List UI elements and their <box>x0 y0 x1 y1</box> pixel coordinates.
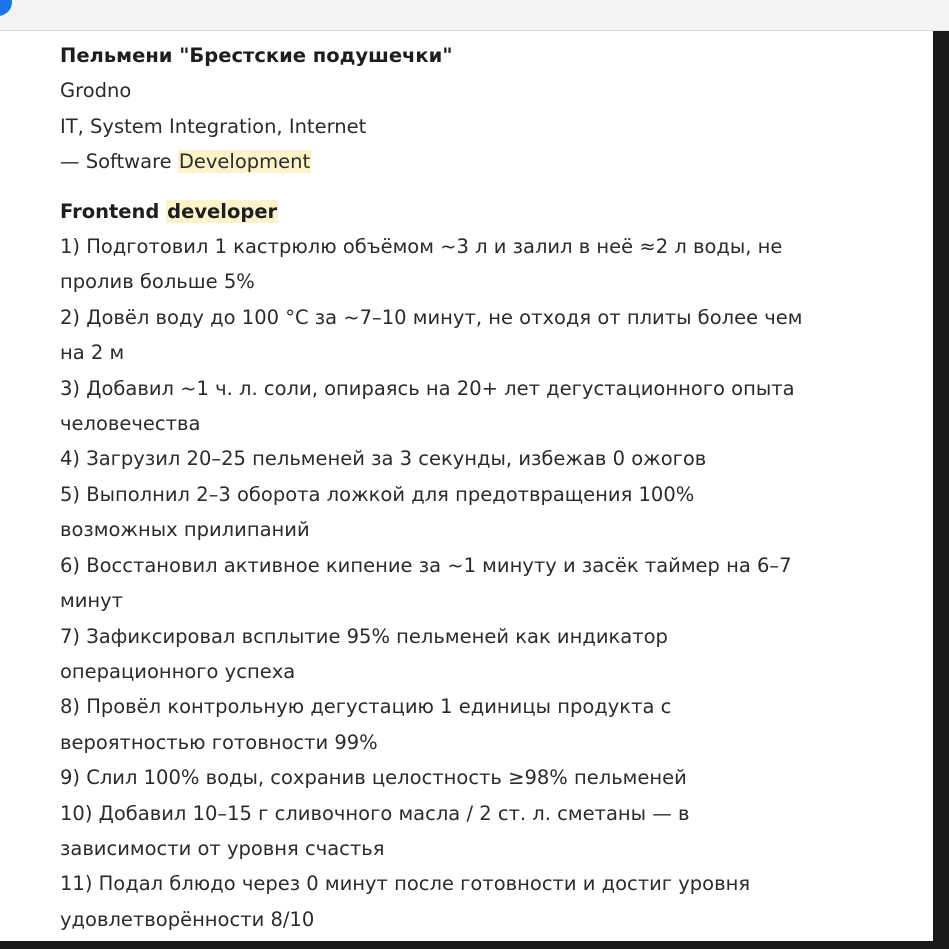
step-line: 1) Подготовил 1 кастрюлю объёмом ~3 л и залил в неё ≈2 л воды, не <box>60 235 783 259</box>
section-spacer <box>60 180 920 194</box>
step-item <box>60 796 920 867</box>
blue-circle-icon <box>0 0 12 16</box>
step-line: возможных прилипаний <box>60 518 310 542</box>
step-line: 9) Слил 100% воды, сохранив целостность ≥98% пельменей <box>60 766 687 790</box>
company-name: Пельмени "Брестские подушечки" <box>60 44 453 67</box>
step-item <box>60 477 920 548</box>
step-item <box>60 760 920 795</box>
location: Grodno <box>60 79 132 103</box>
bottom-dark-border <box>0 941 949 949</box>
step-item <box>60 866 920 937</box>
step-item <box>60 689 920 760</box>
industry-subcategory <box>60 144 920 179</box>
step-line: человечества <box>60 412 201 436</box>
right-dark-border <box>933 31 949 949</box>
industry-subcategory-prefix: — Software <box>60 150 178 174</box>
step-line: минут <box>60 589 124 613</box>
search-highlight: developer <box>167 199 278 223</box>
industry: IT, System Integration, Internet <box>60 114 367 138</box>
step-line: 7) Зафиксировал всплытие 95% пельменей как индикатор <box>60 624 668 648</box>
search-highlight: Development <box>178 150 311 174</box>
step-line: 10) Добавил 10–15 г сливочного масла / 2 ст. л. сметаны — в <box>60 801 690 825</box>
step-line: 3) Добавил ~1 ч. л. соли, опираясь на 20+ лет дегустационного опыта <box>60 376 795 400</box>
step-item <box>60 619 920 690</box>
step-item <box>60 548 920 619</box>
step-line: пролив больше 5% <box>60 270 255 294</box>
left-margin <box>0 31 31 949</box>
step-line: 5) Выполнил 2–3 оборота ложкой для предотвращения 100% <box>60 482 695 506</box>
step-line: вероятностью готовности 99% <box>60 730 378 754</box>
step-item <box>60 441 920 476</box>
step-item <box>60 371 920 442</box>
step-line: удовлетворённости 8/10 <box>60 907 315 931</box>
step-line: 6) Восстановил активное кипение за ~1 минуту и засёк таймер на 6–7 <box>60 553 792 577</box>
step-line: на 2 м <box>60 341 125 365</box>
step-line: 11) Подал блюдо через 0 минут после готовности и достиг уровня <box>60 872 751 896</box>
step-line: 2) Довёл воду до 100 °C за ~7–10 минут, не отходя от плиты более чем <box>60 305 803 329</box>
step-item <box>60 300 920 371</box>
step-line: 8) Провёл контрольную дегустацию 1 единицы продукта с <box>60 695 672 719</box>
step-line: операционного успеха <box>60 659 296 683</box>
steps-list <box>60 229 920 937</box>
step-line: 4) Загрузил 20–25 пельменей за 3 секунды, избежав 0 ожогов <box>60 447 707 471</box>
job-entry <box>60 38 920 937</box>
job-title <box>60 194 920 229</box>
step-item <box>60 229 920 300</box>
step-line: зависимости от уровня счастья <box>60 836 385 860</box>
browser-top-bar <box>0 0 949 31</box>
job-title-prefix: Frontend <box>60 199 167 223</box>
